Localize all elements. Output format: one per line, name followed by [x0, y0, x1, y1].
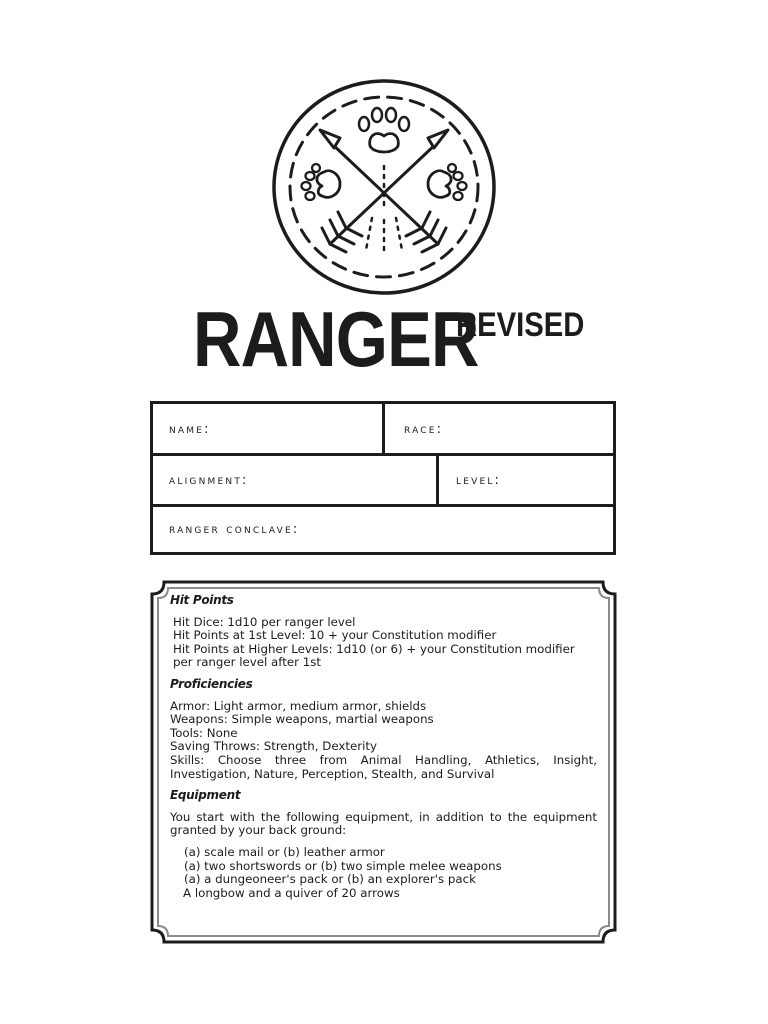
skills-line: Skills: Choose three from Animal Handling, Athletics, Insight, Investigation, Nature, Perception, Stealth, and Survival: [170, 752, 597, 781]
saving-throws-line: Saving Throws: Strength, Dexterity: [170, 739, 377, 754]
divider: [436, 455, 439, 506]
name-field-label: name:: [169, 422, 211, 437]
hit-points-1st-line: Hit Points at 1st Level: 10 + your Constitution modifier: [173, 628, 497, 643]
conclave-field-label: ranger conclave:: [169, 522, 300, 537]
class-features-content: [170, 594, 597, 900]
divider: [382, 404, 385, 455]
character-info-table: [150, 401, 616, 555]
hit-points-heading: Hit Points: [170, 593, 234, 607]
equipment-item: (a) two shortswords or (b) two simple melee weapons: [184, 858, 502, 873]
level-field-label: level:: [456, 473, 502, 488]
info-row-alignment-level: [153, 455, 613, 506]
equipment-item: A longbow and a quiver of 20 arrows: [183, 885, 400, 900]
alignment-field-label: alignment:: [169, 473, 249, 488]
hit-points-higher-line: Hit Points at Higher Levels: 1d10 (or 6) + your Constitution modifier per ranger level after 1st: [173, 641, 575, 670]
tools-line: Tools: None: [170, 725, 238, 740]
proficiencies-heading: Proficiencies: [170, 676, 253, 691]
equipment-item: (a) scale mail or (b) leather armor: [184, 844, 385, 859]
equipment-item: (a) a dungeoneer's pack or (b) an explorer's pack: [184, 872, 476, 887]
race-field-label: race:: [404, 422, 444, 437]
page-subtitle: REVISED: [456, 306, 585, 344]
equipment-heading: Equipment: [170, 788, 241, 803]
hit-dice-line: Hit Dice: 1d10 per ranger level: [173, 614, 356, 629]
weapons-line: Weapons: Simple weapons, martial weapons: [170, 712, 434, 727]
class-features-box: [150, 580, 617, 944]
page-title: RANGER: [193, 295, 479, 383]
ranger-emblem-icon: [270, 78, 498, 298]
equipment-intro: You start with the following equipment, in addition to the equipment granted by your back ground:: [170, 809, 597, 838]
armor-line: Armor: Light armor, medium armor, shields: [170, 698, 427, 713]
info-row-name-race: [153, 404, 613, 455]
info-row-conclave: [153, 506, 613, 552]
